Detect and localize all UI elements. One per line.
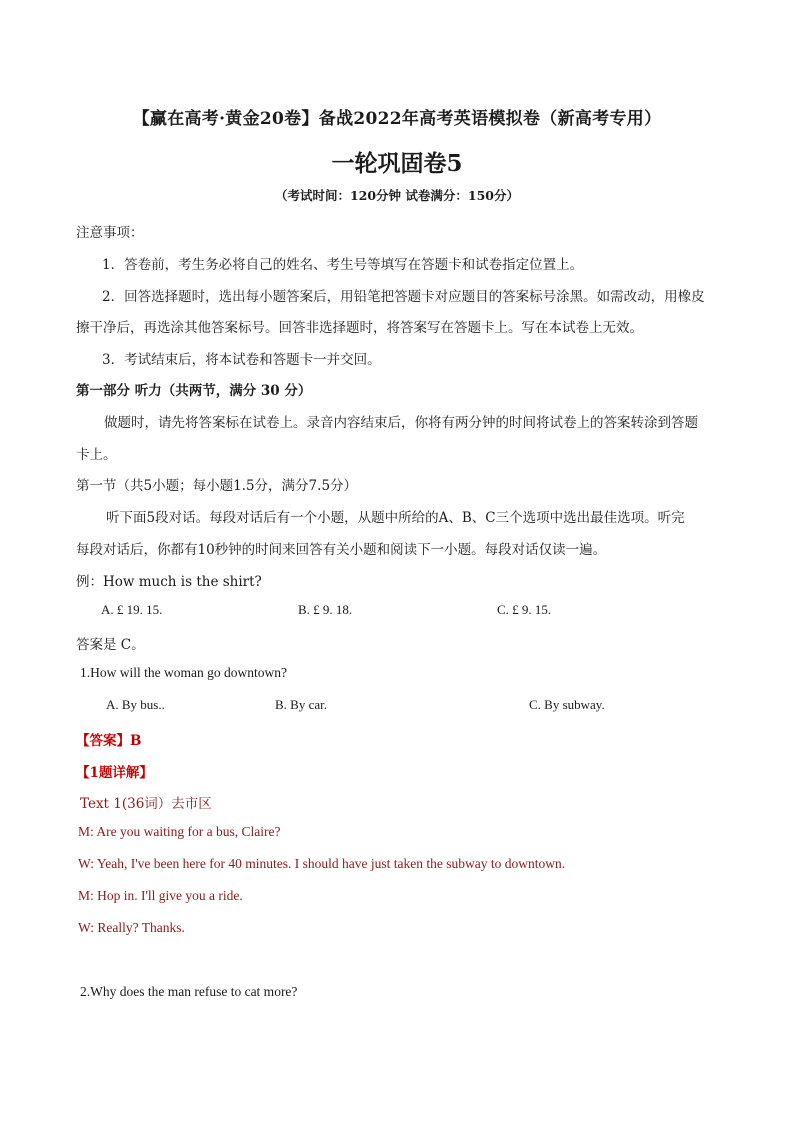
example-option-a: A. £ 19. 15. xyxy=(101,602,163,617)
section1-instruction-line-1: 听下面5段对话。每段对话后有一个小题，从题中所给的A、B、C三个选项中选出最佳选项。听完 xyxy=(106,510,685,526)
exam-info: （考试时间：120分钟 试卷满分：150分） xyxy=(274,188,520,203)
dialog-line: W: Really? Thanks. xyxy=(78,920,185,935)
q1-text-title: Text 1(36词）去市区 xyxy=(80,796,212,812)
section1-instruction-line-2: 每段对话后，你都有10秒钟的时间来回答有关小题和阅读下一小题。每段对话仅读一遍。 xyxy=(76,542,607,558)
q1-option-c: C. By subway. xyxy=(529,697,605,712)
dialog-line: W: Yeah, I've been here for 40 minutes. I should have just taken the subway to downtown. xyxy=(78,856,566,871)
section1-heading: 第一节（共5小题；每小题1.5分，满分7.5分） xyxy=(76,478,358,494)
example-option-b: B. £ 9. 18. xyxy=(298,602,353,617)
notice-item-2-line-1: 2．回答选择题时，选出每小题答案后，用铅笔把答题卡对应题目的答案标号涂黑。如需改动，用橡皮 xyxy=(102,289,705,305)
exam-title: 【赢在高考·黄金20卷】备战2022年高考英语模拟卷（新高考专用） xyxy=(132,109,662,129)
q1-question: 1.How will the woman go downtown? xyxy=(80,665,287,680)
part1-instruction-line-1: 做题时，请先将答案标在试卷上。录音内容结束后，你将有两分钟的时间将试卷上的答案转涂到答题 xyxy=(104,415,698,431)
example-question: 例：How much is the shirt? xyxy=(76,574,262,590)
example-option-c: C. £ 9. 15. xyxy=(497,602,552,617)
notice-item-1: 1．答卷前，考生务必将自己的姓名、考生号等填写在答题卡和试卷指定位置上。 xyxy=(102,257,584,273)
dialog-line: M: Are you waiting for a bus, Claire? xyxy=(78,824,281,839)
q1-answer-label: 【答案】B xyxy=(76,733,142,749)
q1-option-b: B. By car. xyxy=(275,697,327,712)
part1-instruction-line-2: 卡上。 xyxy=(76,447,117,463)
notice-item-2-line-2: 擦干净后，再选涂其他答案标号。回答非选择题时，将答案写在答题卡上。写在本试卷上无效。 xyxy=(76,320,643,336)
part1-heading: 第一部分 听力（共两节，满分 30 分） xyxy=(76,383,312,399)
q1-detail-label: 【1题详解】 xyxy=(76,765,153,781)
notice-item-3: 3．考试结束后，将本试卷和答题卡一并交回。 xyxy=(102,352,381,368)
q1-option-a: A. By bus.. xyxy=(106,697,165,712)
dialog-line: M: Hop in. I'll give you a ride. xyxy=(78,888,243,903)
notice-heading: 注意事项： xyxy=(76,225,144,241)
exam-subtitle: 一轮巩固卷5 xyxy=(331,150,463,177)
example-answer: 答案是 C。 xyxy=(76,637,145,653)
q2-question: 2.Why does the man refuse to cat more? xyxy=(80,984,298,999)
